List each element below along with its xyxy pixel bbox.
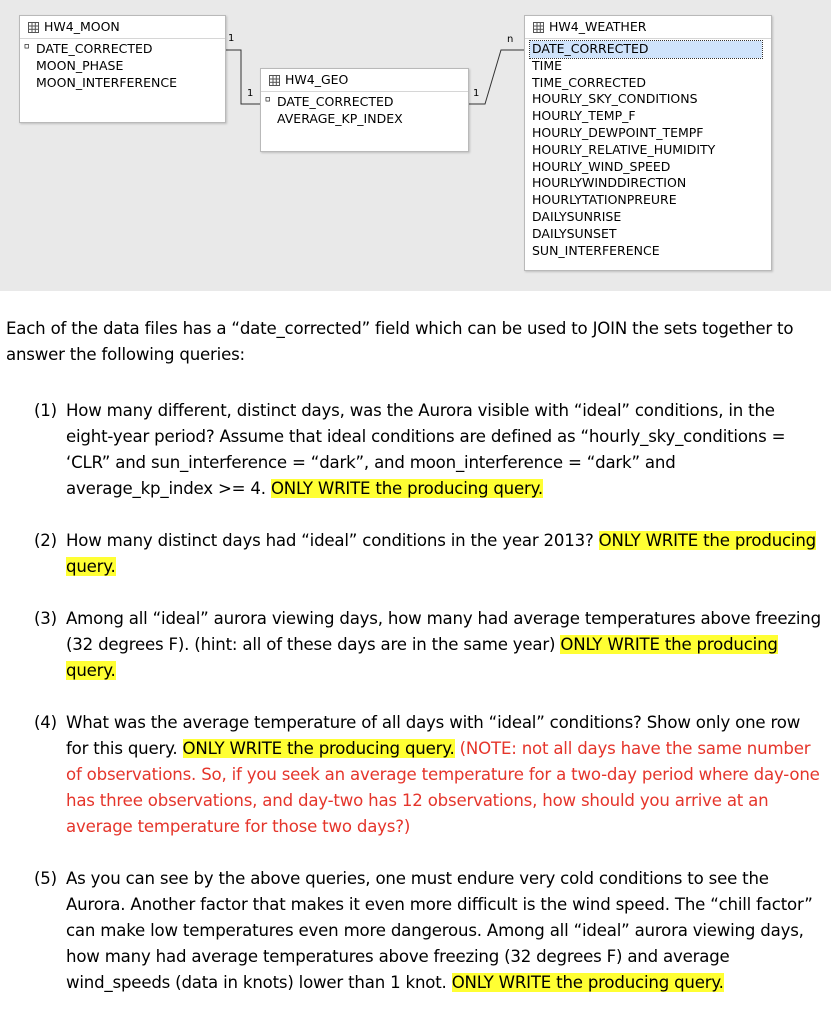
question-number: (2) (34, 531, 57, 550)
relation-cardinality-many: n (507, 34, 514, 45)
question-3 (34, 606, 824, 684)
note-text: (NOTE: not all days have the same number of observations. So, if you seek an average temperature for a two-day period where day-one has three observations, and day-two has 12 observations, how should you arrive at an average temperature for those two days?) (66, 739, 820, 836)
field-row[interactable]: AVERAGE_KP_INDEX (277, 110, 403, 126)
field-row[interactable]: DAILYSUNRISE (532, 208, 622, 224)
field-row[interactable]: HOURLY_DEWPOINT_TEMPF (532, 124, 704, 140)
highlighted-instruction: ONLY WRITE the producing query. (66, 635, 778, 680)
primary-key-icon: ⸋ (265, 95, 271, 108)
table-geo[interactable] (260, 68, 469, 152)
question-number: (5) (34, 869, 57, 888)
moon-geo-relation-line (224, 50, 260, 104)
question-text-block (66, 606, 824, 684)
highlighted-instruction: ONLY WRITE the producing query. (66, 531, 816, 576)
table-header (525, 16, 771, 38)
field-row[interactable]: ⸋ DATE_CORRECTED (24, 41, 153, 56)
field-row[interactable]: HOURLY_TEMP_F (532, 108, 636, 124)
field-row[interactable]: HOURLY_WIND_SPEED (532, 158, 671, 174)
table-weather[interactable] (524, 15, 772, 271)
intro-paragraph: Each of the data files has a “date_corrected” field which can be used to JOIN the sets together to answer the following queries: (6, 319, 794, 364)
relation-cardinality-one: 1 (247, 88, 254, 99)
question-5 (34, 866, 824, 996)
question-1 (34, 398, 824, 502)
highlighted-instruction: ONLY WRITE the producing query. (270, 479, 543, 498)
field-row[interactable]: DAILYSUNSET (532, 225, 617, 241)
field-row[interactable]: TIME (532, 57, 563, 73)
field-row[interactable]: HOURLY_SKY_CONDITIONS (532, 91, 698, 107)
question-text: How many distinct days had “ideal” conditions in the year 2013? (66, 531, 594, 550)
question-text: What was the average temperature of all days with “ideal” conditions? Show only one row for this query. (66, 713, 801, 758)
field-list (20, 38, 225, 91)
field-row[interactable]: HOURLYWINDDIRECTION (532, 175, 687, 191)
er-diagram (0, 0, 831, 291)
table-title: HW4_GEO (285, 72, 349, 87)
table-grid-icon (533, 22, 544, 33)
question-text-block (66, 398, 824, 502)
field-list (261, 91, 468, 128)
table-title: HW4_MOON (44, 19, 120, 34)
question-number: (3) (34, 609, 57, 628)
field-row-selected[interactable]: DATE_CORRECTED (525, 41, 771, 58)
table-grid-icon (269, 75, 280, 86)
question-text-block (66, 866, 824, 996)
table-header (261, 69, 468, 91)
primary-key-icon: ⸋ (24, 42, 30, 55)
field-list (525, 38, 771, 259)
relation-cardinality-one: 1 (228, 33, 235, 44)
table-title: HW4_WEATHER (549, 19, 647, 34)
question-text: How many different, distinct days, was the Aurora visible with “ideal” conditions, in the eight-year period? Assume that ideal conditions are defined as “hourly_sky_conditions = ‘CLR” and sun_interference = “dark”, and moon_interference = “dark” and average_kp_index >= 4. (66, 401, 786, 498)
highlighted-instruction: ONLY WRITE the producing query. (451, 973, 724, 992)
question-4 (34, 710, 824, 840)
question-text-block (66, 528, 824, 580)
field-row[interactable]: ⸋ DATE_CORRECTED (265, 94, 394, 109)
table-moon[interactable] (19, 15, 226, 123)
field-row[interactable]: HOURLYTATIONPREURE (532, 192, 677, 208)
table-header (20, 16, 225, 38)
field-row[interactable]: TIME_CORRECTED (532, 74, 646, 90)
field-row[interactable]: MOON_PHASE (36, 57, 124, 73)
question-text-block (66, 710, 824, 840)
relation-cardinality-one: 1 (473, 88, 480, 99)
question-number: (4) (34, 713, 57, 732)
field-row[interactable]: SUN_INTERFERENCE (532, 242, 660, 258)
field-row[interactable]: HOURLY_RELATIVE_HUMIDITY (532, 141, 716, 157)
question-2 (34, 528, 824, 580)
question-text: As you can see by the above queries, one must endure very cold conditions to see the Aurora. Another factor that makes it even more difficult is the wind speed. The “chill factor” can make low temperatures even more dangerous. Among all “ideal” aurora viewing days, how many had average temperatures above freezing (32 degrees F) and average wind_speeds (data in knots) lower than 1 knot. (66, 869, 813, 992)
table-grid-icon (28, 22, 39, 33)
highlighted-instruction: ONLY WRITE the producing query. (182, 739, 455, 758)
question-number: (1) (34, 401, 57, 420)
field-row[interactable]: MOON_INTERFERENCE (36, 74, 177, 90)
question-text: Among all “ideal” aurora viewing days, how many had average temperatures above freezing (32 degrees F). (hint: all of these days are in the same year) (66, 609, 821, 654)
